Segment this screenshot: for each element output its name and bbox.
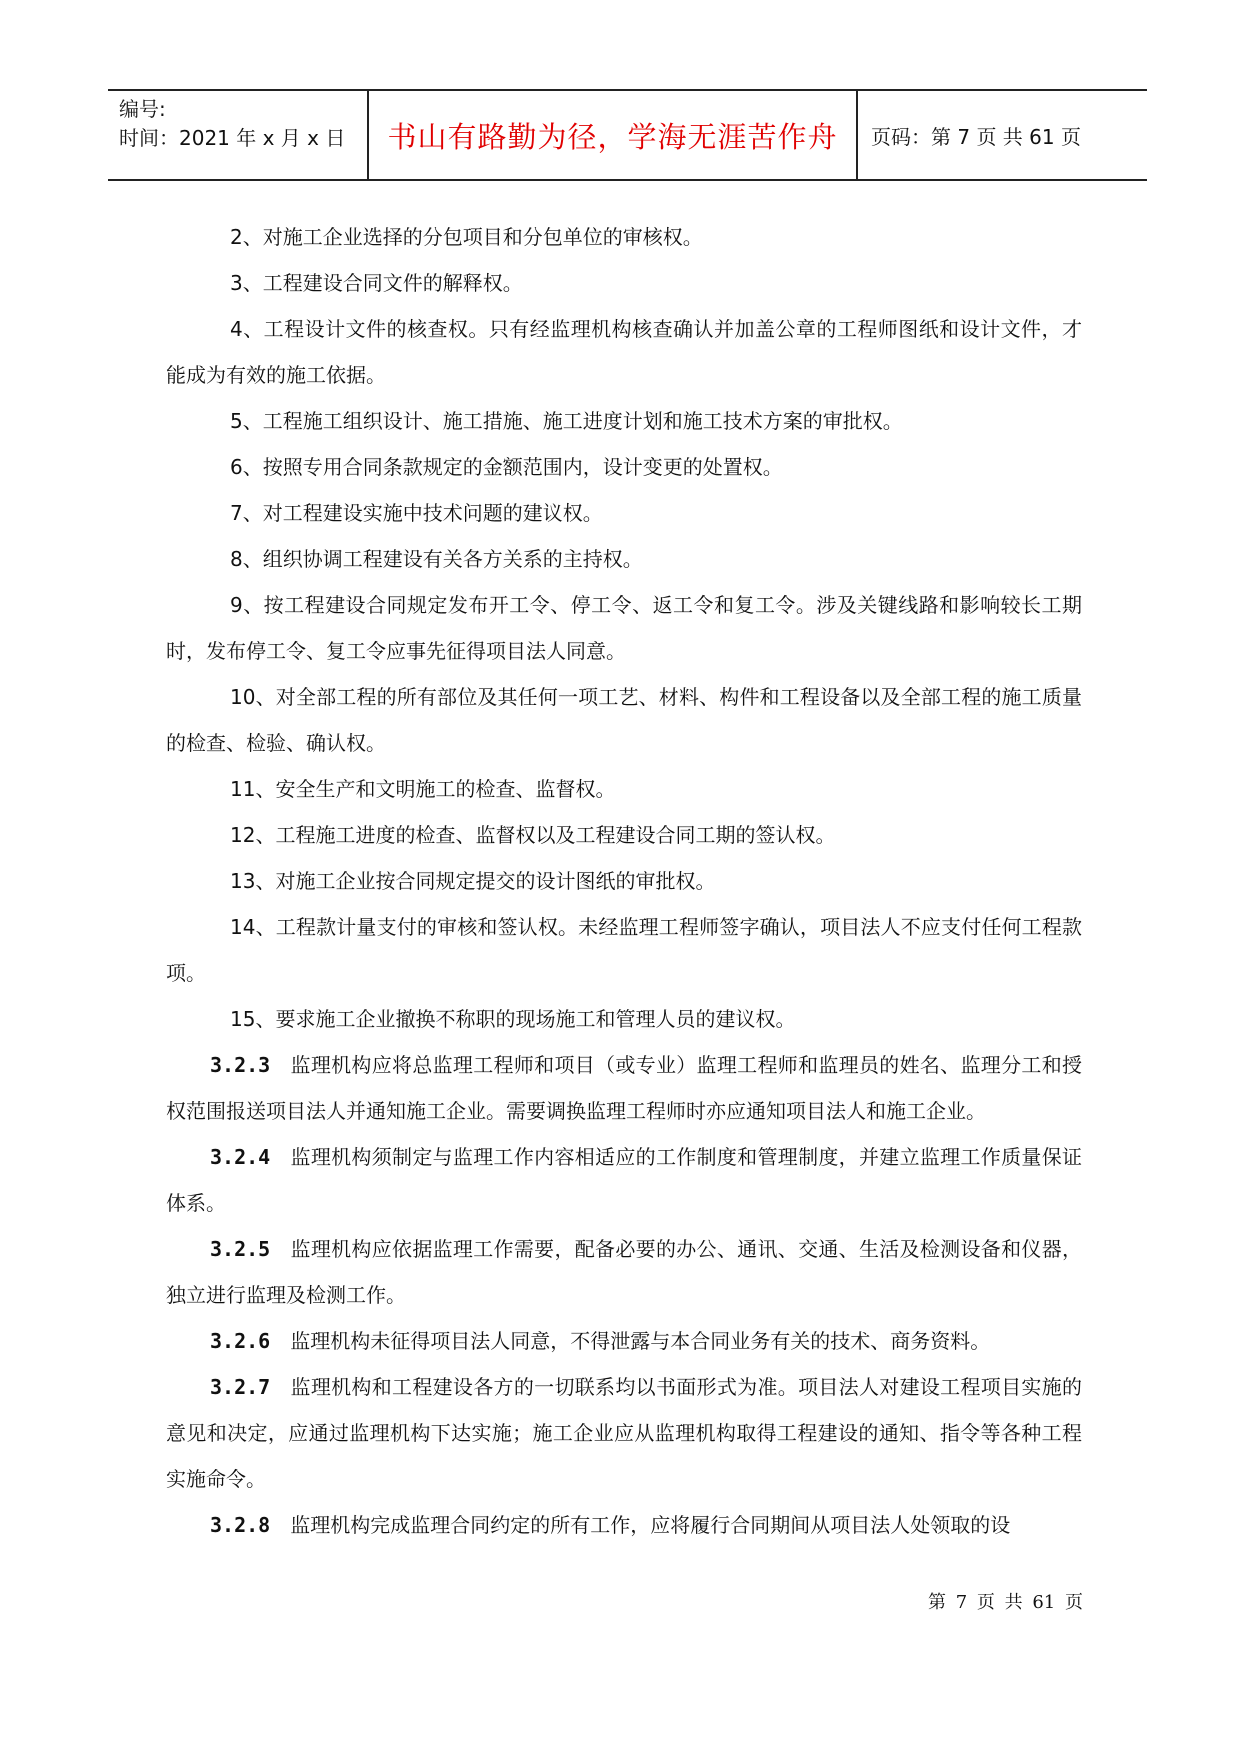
section-paragraph: [166, 1318, 1082, 1364]
header-motto: 书山有路勤为径，学海无涯苦作舟: [369, 91, 858, 179]
paragraph-text: 14、工程款计量支付的审核和签认权。未经监理工程师签字确认，项目法人不应支付任何工程款项。: [166, 915, 1082, 985]
header-page-label: 页码：第 7 页 共 61 页: [871, 124, 1081, 149]
paragraph-text: 4、工程设计文件的核查权。只有经监理机构核查确认并加盖公章的工程师图纸和设计文件，才能成为有效的施工依据。: [166, 317, 1082, 387]
paragraph: [166, 766, 1082, 812]
document-body: [166, 214, 1082, 1548]
paragraph-text: 监理机构应将总监理工程师和项目（或专业）监理工程师和监理员的姓名、监理分工和授权范围报送项目法人并通知施工企业。需要调换监理工程师时亦应通知项目法人和施工企业。: [166, 1053, 1082, 1123]
paragraph: [166, 214, 1082, 260]
paragraph: [166, 904, 1082, 996]
paragraph-text: 15、要求施工企业撤换不称职的现场施工和管理人员的建议权。: [230, 1007, 796, 1031]
header-meta: [108, 91, 369, 179]
section-paragraph: [166, 1502, 1082, 1548]
paragraph-text: 监理机构须制定与监理工作内容相适应的工作制度和管理制度，并建立监理工作质量保证体系。: [166, 1145, 1082, 1215]
paragraph: [166, 490, 1082, 536]
page-footer: 第 7 页 共 61 页: [928, 1592, 1083, 1613]
section-number: 3.2.4: [210, 1145, 271, 1169]
paragraph: [166, 582, 1082, 674]
paragraph-text: 监理机构应依据监理工作需要，配备必要的办公、通讯、交通、生活及检测设备和仪器，独立进行监理及检测工作。: [166, 1237, 1082, 1307]
section-paragraph: [166, 1042, 1082, 1134]
paragraph-text: 9、按工程建设合同规定发布开工令、停工令、返工令和复工令。涉及关键线路和影响较长工期时，发布停工令、复工令应事先征得项目法人同意。: [166, 593, 1082, 663]
section-paragraph: [166, 1134, 1082, 1226]
paragraph-text: 监理机构完成监理合同约定的所有工作，应将履行合同期间从项目法人处领取的设: [290, 1513, 1011, 1537]
paragraph: [166, 306, 1082, 398]
paragraph-text: 13、对施工企业按合同规定提交的设计图纸的审批权。: [230, 869, 716, 893]
document-number-label: 编号:: [119, 97, 166, 121]
paragraph: [166, 398, 1082, 444]
section-paragraph: [166, 1364, 1082, 1502]
paragraph-text: 2、对施工企业选择的分包项目和分包单位的审核权。: [230, 225, 703, 249]
section-paragraph: [166, 1226, 1082, 1318]
paragraph-text: 8、组织协调工程建设有关各方关系的主持权。: [230, 547, 643, 571]
paragraph-text: 3、工程建设合同文件的解释权。: [230, 271, 523, 295]
paragraph: [166, 536, 1082, 582]
paragraph-text: 监理机构和工程建设各方的一切联系均以书面形式为准。项目法人对建设工程项目实施的意见和决定，应通过监理机构下达实施；施工企业应从监理机构取得工程建设的通知、指令等各种工程实施命令。: [166, 1375, 1082, 1491]
section-number: 3.2.6: [210, 1329, 271, 1353]
paragraph-text: 6、按照专用合同条款规定的金额范围内，设计变更的处置权。: [230, 455, 783, 479]
paragraph: [166, 858, 1082, 904]
paragraph-text: 5、工程施工组织设计、施工措施、施工进度计划和施工技术方案的审批权。: [230, 409, 903, 433]
paragraph-text: 10、对全部工程的所有部位及其任何一项工艺、材料、构件和工程设备以及全部工程的施工质量的检查、检验、确认权。: [166, 685, 1082, 755]
paragraph-text: 7、对工程建设实施中技术问题的建议权。: [230, 501, 603, 525]
paragraph: [166, 812, 1082, 858]
paragraph: [166, 444, 1082, 490]
page-header: [108, 89, 1147, 181]
section-number: 3.2.3: [210, 1053, 271, 1077]
section-number: 3.2.5: [210, 1237, 271, 1261]
paragraph: [166, 996, 1082, 1042]
section-number: 3.2.8: [210, 1513, 271, 1537]
paragraph-text: 监理机构未征得项目法人同意，不得泄露与本合同业务有关的技术、商务资料。: [290, 1329, 991, 1353]
paragraph-text: 11、安全生产和文明施工的检查、监督权。: [230, 777, 616, 801]
paragraph: [166, 674, 1082, 766]
document-time-label: 时间：2021 年 x 月 x 日: [119, 126, 346, 150]
section-number: 3.2.7: [210, 1375, 271, 1399]
paragraph-text: 12、工程施工进度的检查、监督权以及工程建设合同工期的签认权。: [230, 823, 836, 847]
paragraph: [166, 260, 1082, 306]
